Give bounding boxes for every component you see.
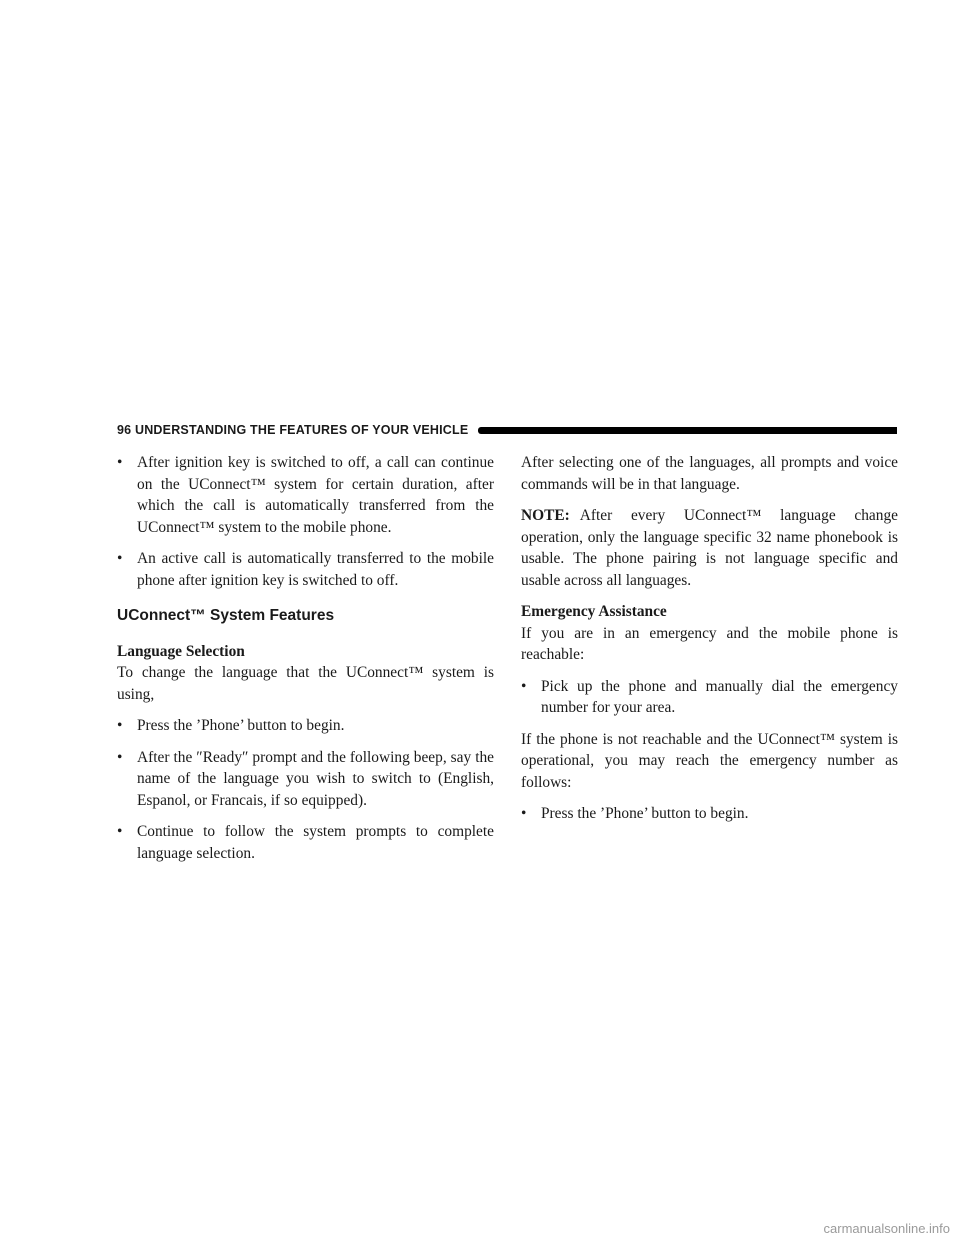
page-number-title: 96 UNDERSTANDING THE FEATURES OF YOUR VEHICLE [117, 423, 469, 437]
left-column [117, 452, 494, 874]
bullet-text: Pick up the phone and manually dial the emergency number for your area. [541, 677, 898, 716]
bullet-icon: • [117, 717, 123, 734]
subheading-emergency-assistance: Emergency Assistance [521, 603, 667, 620]
section-title: UConnect™ System Features [117, 607, 335, 624]
bullet-icon: • [521, 677, 527, 695]
list-item [117, 452, 494, 538]
bullet-text: Press the ’Phone’ button to begin. [541, 805, 749, 822]
list-item [117, 548, 494, 591]
not-reachable-paragraph: If the phone is not reachable and the UConnect™ system is operational, you may reach the emergency number as follows: [521, 730, 898, 791]
watermark: carmanualsonline.info [823, 1221, 950, 1236]
bullet-icon: • [117, 748, 123, 766]
bullet-text: Press the ’Phone’ button to begin. [137, 717, 345, 734]
note-text: After every UConnect™ language change operation, only the language specific 32 name phonebook is usable. The phone pairing is not language specific and usable across all languages. [521, 507, 898, 589]
bullet-icon: • [521, 805, 527, 822]
bullet-icon: • [117, 454, 123, 471]
subheading-language-selection: Language Selection [117, 642, 245, 660]
list-item [117, 715, 494, 737]
bullet-icon: • [117, 550, 123, 567]
after-select-paragraph: After selecting one of the languages, all prompts and voice commands will be in that language. [521, 454, 898, 493]
list-item [521, 803, 898, 825]
emergency-intro: If you are in an emergency and the mobile phone is reachable: [521, 624, 898, 663]
page-header [117, 420, 897, 440]
bullet-text: After ignition key is switched to off, a call can continue on the UConnect™ system for certain duration, after which the call is automatically transferred from the UConnect™ system to the mobile phone. [137, 454, 494, 536]
note-label: NOTE: [521, 507, 570, 524]
bullet-text: An active call is automatically transferred to the mobile phone after ignition key is switched to off. [137, 550, 494, 589]
list-item [117, 747, 494, 812]
language-intro: To change the language that the UConnect™ system is using, [117, 664, 494, 703]
header-rule [478, 427, 897, 434]
list-item [521, 676, 898, 719]
right-column [521, 452, 898, 835]
list-item [117, 821, 494, 864]
bullet-icon: • [117, 823, 123, 840]
note-paragraph [521, 505, 898, 591]
bullet-text: After the ″Ready″ prompt and the following beep, say the name of the language you wish to switch to (English, Espanol, or Francais, if so equipped). [137, 748, 494, 809]
bullet-text: Continue to follow the system prompts to complete language selection. [137, 823, 494, 862]
